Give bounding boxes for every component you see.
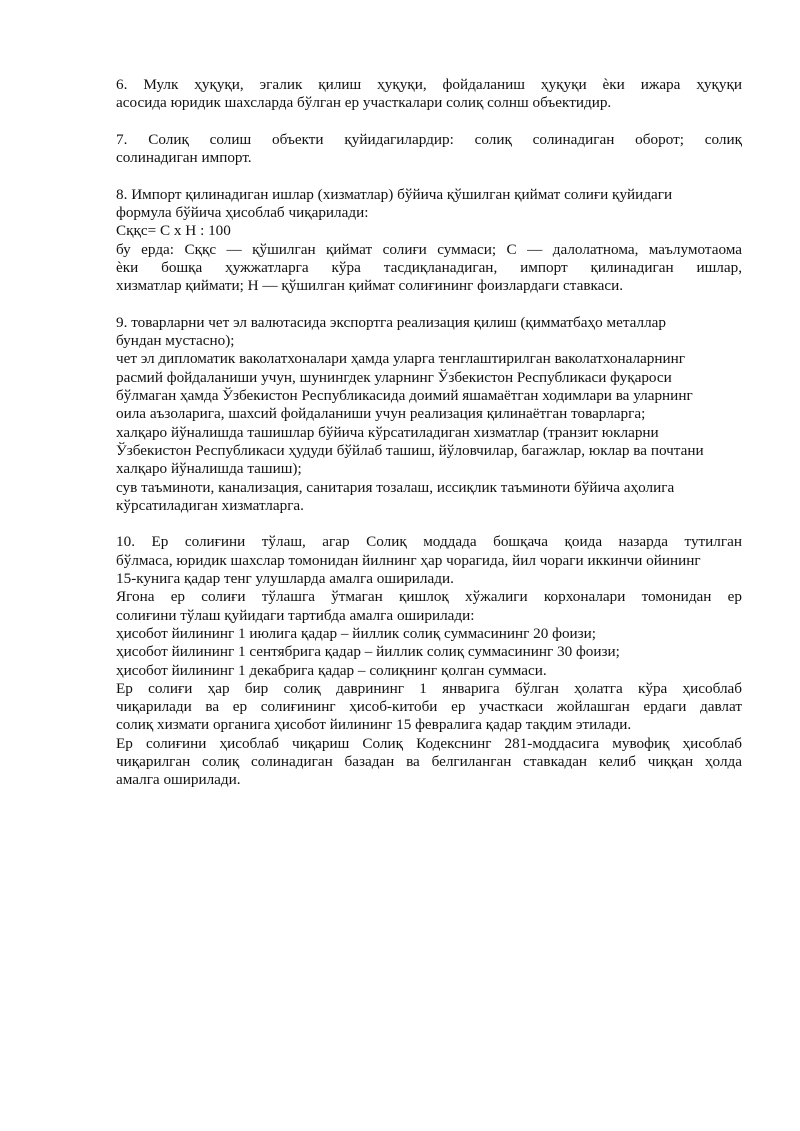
text-line: ҳисобот йилининг 1 сентябрига қадар – йиллик солиқ суммасининг 30 фоизи; xyxy=(116,643,620,661)
text-line: оила аъзоларига, шахсий фойдаланиши учун реализация қилинаётган товарларга; xyxy=(116,405,646,423)
text-line: солиғини тўлаш қуйидаги тартибда амалга оширилади: xyxy=(116,606,475,624)
paragraph-9 xyxy=(116,314,742,515)
text-line: хизматлар қиймати; Н — қўшилган қиймат солиғининг фоизлардаги ставкаси. xyxy=(116,277,624,295)
text-line: Ер солиғи ҳар бир солиқ даврининг 1 январига бўлган ҳолатга кўра ҳисоблаб xyxy=(116,679,742,697)
paragraph-7 xyxy=(116,131,742,168)
text-line: ѐки бошқа ҳужжатларга кўра тасдиқланадиган, импорт қилинадиган ишлар, xyxy=(116,258,742,276)
text-line: ҳисобот йилининг 1 декабрига қадар – солиқнинг қолган суммаси. xyxy=(116,661,547,679)
text-line: чет эл дипломатик ваколатхоналари ҳамда уларга тенглаштирилган ваколатхоналарнинг xyxy=(116,350,685,368)
document-page xyxy=(116,76,742,808)
text-line: бу ерда: Сққс — қўшилган қиймат солиғи суммаси; С — далолатнома, маълумотаома xyxy=(116,240,742,258)
text-line: Ўзбекистон Республикаси ҳудуди бўйлаб ташиш, йўловчилар, багажлар, юклар ва почтани xyxy=(116,441,704,459)
text-line: халқаро йўналишда ташишлар бўйича кўрсатиладиган хизматлар (транзит юкларни xyxy=(116,423,659,441)
text-line: амалга оширилади. xyxy=(116,771,241,789)
text-line: 9. товарларни чет эл валютасида экспортга реализация қилиш (қимматбаҳо металлар xyxy=(116,313,667,331)
text-line: 6. Мулк ҳуқуқи, эгалик қилиш ҳуқуқи, фойдаланиш ҳуқуқи ѐки ижара ҳуқуқи xyxy=(116,76,742,93)
text-line: бўлмаса, юридик шахслар томонидан йилнинг ҳар чорагида, йил чораги иккинчи ойининг xyxy=(116,551,701,569)
paragraph-6 xyxy=(116,76,742,113)
text-line: формула бўйича ҳисоблаб чиқарилади: xyxy=(116,204,369,222)
text-line: 15-кунига қадар тенг улушларда амалга оширилади. xyxy=(116,570,454,588)
text-line: сув таъминоти, канализация, санитария тозалаш, иссиқлик таъминоти бўйича аҳолига xyxy=(116,478,675,496)
paragraph-10 xyxy=(116,533,742,789)
text-line: чиқарилган солиқ солинадиган базадан ва белгиланган ставкадан келиб чиққан ҳолда xyxy=(116,752,742,770)
text-line: халқаро йўналишда ташиш); xyxy=(116,460,302,478)
paragraph-8 xyxy=(116,186,742,296)
text-line: Ягона ер солиғи тўлашга ўтмаган қишлоқ хўжалиги корхоналари томонидан ер xyxy=(116,588,742,606)
text-line: 8. Импорт қилинадиган ишлар (хизматлар) бўйича қўшилган қиймат солиғи қуйидаги xyxy=(116,185,673,203)
text-line: бундан мустасно); xyxy=(116,332,235,350)
text-line: солинадиган импорт. xyxy=(116,149,252,167)
text-line: чиқарилади ва ер солиғининг ҳисоб-китоби ер участкаси жойлашган ердаги давлат xyxy=(116,698,742,716)
text-line: кўрсатиладиган хизматларга. xyxy=(116,496,304,514)
formula-line: Сққс= С х Н : 100 xyxy=(116,222,231,240)
text-line: Ер солиғини ҳисоблаб чиқариш Солиқ Кодекснинг 281-моддасига мувофиқ ҳисоблаб xyxy=(116,734,742,752)
text-line: расмий фойдаланиши учун, шунингдек уларнинг Ўзбекистон Республикаси фуқароси xyxy=(116,368,672,386)
text-line: асосида юридик шахсларда бўлган ер участкалари солиқ солнш объектидир. xyxy=(116,94,612,112)
text-line: 10. Ер солиғини тўлаш, агар Солиқ моддада бошқача қоида назарда тутилган xyxy=(116,533,742,551)
text-line: солиқ хизмати органига ҳисобот йилининг 15 февралига қадар тақдим этилади. xyxy=(116,716,632,734)
text-line: бўлмаган ҳамда Ўзбекистон Республикасида доимий яшамаётган ходимлари ва уларнинг xyxy=(116,387,693,405)
text-line: ҳисобот йилининг 1 июлига қадар – йиллик солиқ суммасининг 20 фоизи; xyxy=(116,624,597,642)
text-line: 7. Солиқ солиш объекти қуйидагилардир: солиқ солинадиган оборот; солиқ xyxy=(116,130,742,148)
